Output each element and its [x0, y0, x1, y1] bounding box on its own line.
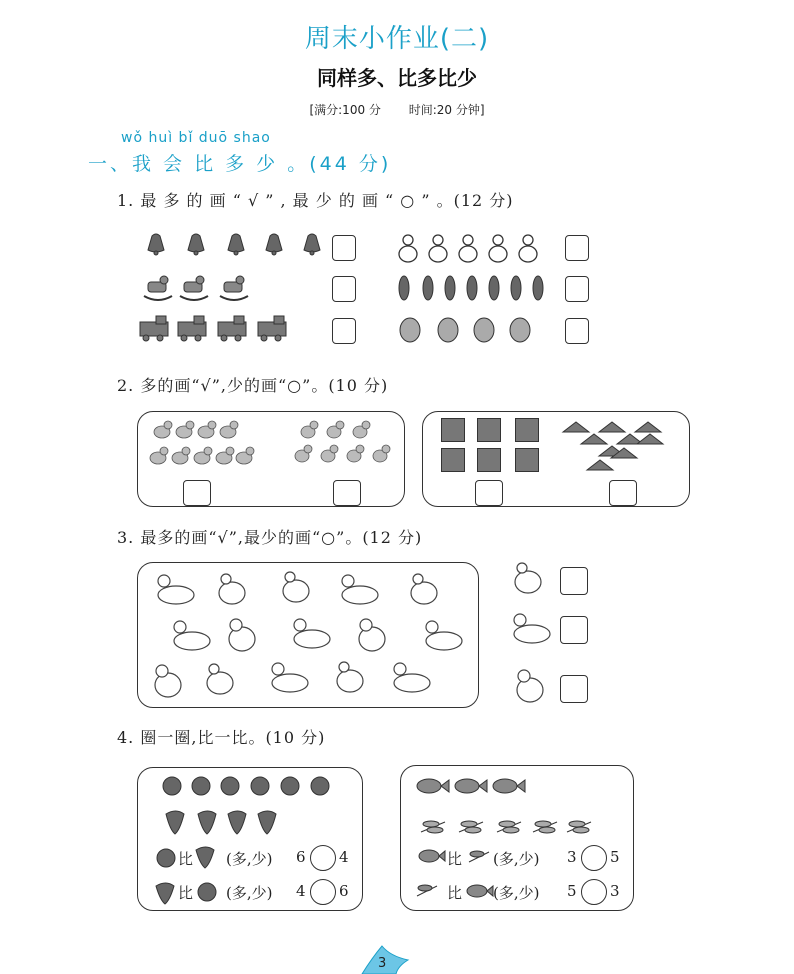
question-1: 1. 最 多 的 画 “ √ ” , 最 少 的 画 “ ○ ” 。(12 分) — [117, 191, 514, 210]
apple-icon — [163, 777, 181, 795]
answer-box[interactable] — [332, 318, 356, 344]
q1-left-group — [138, 230, 338, 350]
rocking-horse-icon — [220, 276, 248, 300]
answer-box[interactable] — [609, 480, 637, 506]
hen-icon — [219, 574, 245, 604]
apple-icon — [251, 777, 269, 795]
compare-circle[interactable] — [310, 845, 336, 871]
dragonfly-icon — [417, 885, 437, 896]
apple-icon — [157, 849, 175, 867]
answer-box[interactable] — [332, 235, 356, 261]
bell-icon — [266, 234, 282, 255]
chick-icon — [172, 447, 190, 464]
duck-icon — [426, 621, 462, 650]
peanut-icon — [511, 276, 521, 300]
section-pinyin: wǒ huì bǐ duō shao — [121, 130, 271, 146]
duck-icon — [514, 614, 550, 643]
chick-icon — [359, 619, 385, 651]
peanut-icon — [489, 276, 499, 300]
train-icon — [140, 316, 168, 341]
dragonfly-icon — [469, 851, 489, 862]
page-subtitle: 同样多、比多比少 — [317, 66, 477, 90]
peanut-icon — [533, 276, 543, 300]
hen-icon — [283, 572, 309, 602]
gourd-icon — [459, 235, 477, 262]
compare-circle[interactable] — [310, 879, 336, 905]
triangle-icon — [635, 422, 661, 432]
chicken-icon — [347, 445, 364, 462]
pepper-icon — [510, 318, 530, 342]
q4-right-panel — [400, 765, 634, 911]
train-icon — [178, 316, 206, 341]
q3-animal-panel — [137, 562, 479, 708]
bell-icon — [304, 234, 320, 255]
chick-icon — [229, 619, 255, 651]
triangle-icon — [587, 460, 613, 470]
bell-icon — [148, 234, 164, 255]
hen-icon — [207, 664, 233, 694]
triangle-icon — [637, 434, 663, 444]
pepper-icon — [438, 318, 458, 342]
peanut-icon — [445, 276, 455, 300]
page-title: 周末小作业(二) — [304, 24, 490, 54]
page-number-badge — [360, 940, 410, 974]
bell-icon — [188, 234, 204, 255]
question-3: 3. 最多的画“√”,最少的画“○”。(12 分) — [117, 528, 423, 547]
compare-word: 比 — [178, 850, 194, 868]
bell-icon — [228, 234, 244, 255]
more-less-option: (多,少) — [226, 884, 273, 902]
answer-box[interactable] — [332, 276, 356, 302]
number-b: 5 — [610, 848, 620, 866]
number-a: 5 — [567, 882, 577, 900]
gourd-icon — [429, 235, 447, 262]
duck-icon — [174, 621, 210, 650]
q3-legend — [502, 562, 562, 712]
compare-word: 比 — [447, 884, 463, 902]
compare-word: 比 — [447, 850, 463, 868]
apple-icon — [311, 777, 329, 795]
strawberry-icon — [166, 811, 184, 834]
question-2: 2. 多的画“√”,少的画“○”。(10 分) — [117, 376, 389, 395]
peanut-icon — [399, 276, 409, 300]
duck-icon — [158, 575, 194, 604]
more-less-option: (多,少) — [493, 850, 540, 868]
peanut-icon — [467, 276, 477, 300]
hen-icon — [337, 662, 363, 692]
chick-icon — [216, 447, 234, 464]
chick-icon — [176, 421, 194, 438]
fish-icon — [417, 779, 449, 793]
chick-icon — [194, 447, 212, 464]
score-time-info — [0, 101, 794, 118]
chicken-icon — [295, 445, 312, 462]
compare-circle[interactable] — [581, 845, 607, 871]
apple-icon — [198, 883, 216, 901]
chick-icon — [517, 670, 543, 702]
hen-icon — [411, 574, 437, 604]
chicken-icon — [353, 421, 370, 438]
answer-box[interactable] — [560, 675, 588, 703]
page-number: 3 — [378, 956, 387, 971]
answer-box[interactable] — [565, 235, 589, 261]
more-less-option: (多,少) — [226, 850, 273, 868]
strawberry-icon — [258, 811, 276, 834]
rocking-horse-icon — [144, 276, 172, 300]
train-icon — [218, 316, 246, 341]
fish-icon — [493, 779, 525, 793]
dragonfly-icon — [459, 821, 483, 833]
q1-right-group — [392, 230, 552, 350]
number-a: 6 — [296, 848, 306, 866]
answer-box[interactable] — [560, 616, 588, 644]
duck-icon — [272, 663, 308, 692]
time-info: 时间:20 分钟] — [408, 103, 485, 117]
fish-icon — [419, 850, 445, 862]
chick-icon — [150, 447, 168, 464]
answer-box[interactable] — [560, 567, 588, 595]
duck-icon — [394, 663, 430, 692]
chick-icon — [198, 421, 216, 438]
train-icon — [258, 316, 286, 341]
dragonfly-icon — [567, 821, 591, 833]
answer-box[interactable] — [333, 480, 361, 506]
chicken-icon — [321, 445, 338, 462]
dragonfly-icon — [533, 821, 557, 833]
fish-icon — [455, 779, 487, 793]
dragonfly-icon — [497, 821, 521, 833]
chick-icon — [236, 447, 254, 464]
duck-icon — [342, 575, 378, 604]
pepper-icon — [474, 318, 494, 342]
apple-icon — [192, 777, 210, 795]
strawberry-icon — [196, 847, 214, 868]
compare-word: 比 — [178, 884, 194, 902]
question-4: 4. 圈一圈,比一比。(10 分) — [117, 728, 326, 747]
apple-icon — [281, 777, 299, 795]
gourd-icon — [489, 235, 507, 262]
number-a: 3 — [567, 848, 577, 866]
answer-box[interactable] — [565, 318, 589, 344]
chicken-icon — [301, 421, 318, 438]
strawberry-icon — [156, 883, 174, 904]
compare-circle[interactable] — [581, 879, 607, 905]
q2-right-panel — [422, 411, 690, 507]
q2-left-panel — [137, 411, 405, 507]
q4-left-panel — [137, 767, 363, 911]
chick-icon — [154, 421, 172, 438]
triangle-icon — [581, 434, 607, 444]
chicken-icon — [327, 421, 344, 438]
peanut-icon — [423, 276, 433, 300]
number-a: 4 — [296, 882, 306, 900]
apple-icon — [221, 777, 239, 795]
pepper-icon — [400, 318, 420, 342]
answer-box[interactable] — [565, 276, 589, 302]
rocking-horse-icon — [180, 276, 208, 300]
gourd-icon — [399, 235, 417, 262]
triangle-icon — [563, 422, 589, 432]
section-heading: 一、我 会 比 多 少 。(44 分) — [88, 153, 392, 175]
chick-icon — [220, 421, 238, 438]
answer-box[interactable] — [183, 480, 211, 506]
triangle-icon — [599, 422, 625, 432]
answer-box[interactable] — [475, 480, 503, 506]
fish-icon — [467, 885, 493, 897]
more-less-option: (多,少) — [493, 884, 540, 902]
hen-icon — [515, 563, 541, 593]
score-info: [满分:100 分 — [309, 103, 381, 117]
dragonfly-icon — [421, 821, 445, 833]
number-b: 4 — [339, 848, 349, 866]
strawberry-icon — [198, 811, 216, 834]
chicken-icon — [373, 445, 390, 462]
chick-icon — [155, 665, 181, 697]
gourd-icon — [519, 235, 537, 262]
number-b: 6 — [339, 882, 349, 900]
number-b: 3 — [610, 882, 620, 900]
duck-icon — [294, 619, 330, 648]
strawberry-icon — [228, 811, 246, 834]
